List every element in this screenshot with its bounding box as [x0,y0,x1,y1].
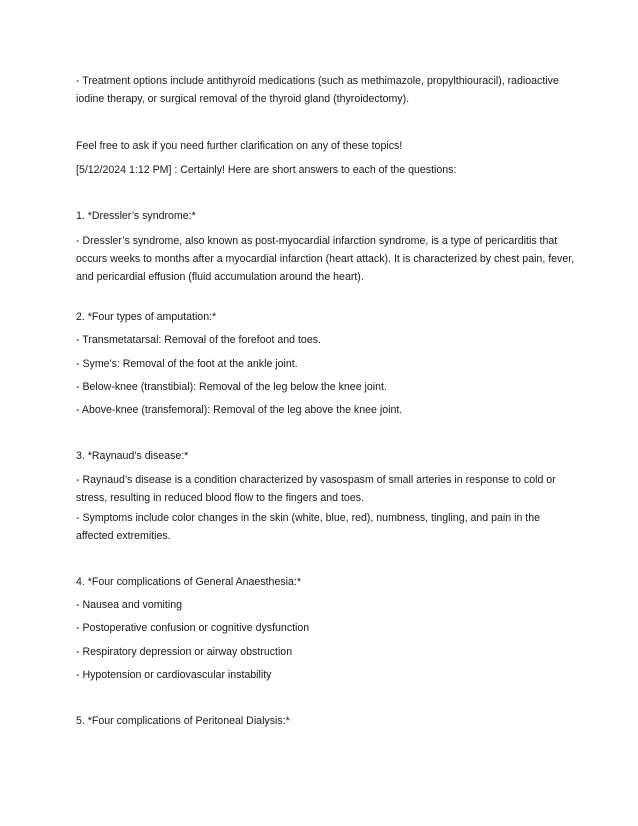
list-item: - Syme's: Removal of the foot at the ankle joint. [76,358,298,370]
q5-heading: 5. *Four complications of Peritoneal Dialysis:* [76,715,290,727]
q4-heading: 4. *Four complications of General Anaesthesia:* [76,576,301,588]
list-item: - Transmetatarsal: Removal of the forefoot and toes. [76,334,321,346]
list-item: - Hypotension or cardiovascular instability [76,669,272,681]
q1-answer: - Dressler’s syndrome, also known as post-myocardial infarction syndrome, is a type of pericarditis that occurs weeks to months after a myocardial infarction (heart attack). It is characterized by chest pain, fever, and pericardial effusion (fluid accumulation around the heart). [76,235,575,283]
q3-heading: 3. *Raynaud’s disease:* [76,450,189,462]
list-item: - Below-knee (transtibial): Removal of the leg below the knee joint. [76,381,387,393]
list-item: - Respiratory depression or airway obstruction [76,646,293,658]
q3-answer-symptoms: - Symptoms include color changes in the skin (white, blue, red), numbness, tingling, and pain in the affected extremities. [76,512,541,542]
timestamp-message: [5/12/2024 1:12 PM] : Certainly! Here are short answers to each of the questions: [76,164,457,176]
treatment-options-paragraph: - Treatment options include antithyroid medications (such as methimazole, propylthiouracil), radioactive iodine therapy, or surgical removal of the thyroid gland (thyroidectomy). [76,75,559,105]
q3-answer-definition: - Raynaud’s disease is a condition characterized by vasospasm of small arteries in response to cold or stress, resulting in reduced blood flow to the fingers and toes. [76,474,556,504]
q2-heading: 2. *Four types of amputation:* [76,311,217,323]
list-item: - Above-knee (transfemoral): Removal of the leg above the knee joint. [76,404,403,416]
q1-heading: 1. *Dressler’s syndrome:* [76,210,196,222]
clarification-paragraph: Feel free to ask if you need further clarification on any of these topics! [76,140,403,152]
list-item: - Nausea and vomiting [76,599,182,611]
list-item: - Postoperative confusion or cognitive dysfunction [76,622,310,634]
